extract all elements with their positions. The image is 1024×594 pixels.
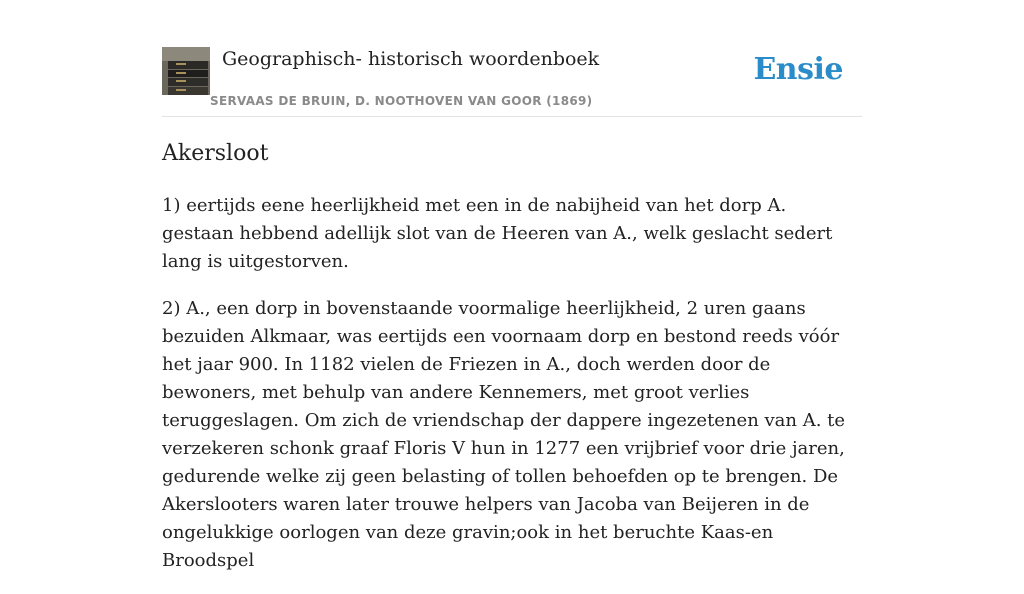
entry-paragraph: 1) eertijds eene heerlijkheid met een in de nabijheid van het dorp A. gestaan hebbend adellijk slot van de Heeren van A., welk geslacht sedert lang is uitgestorven. — [162, 195, 833, 272]
book-title[interactable]: Geographisch- historisch woordenboek — [222, 48, 600, 70]
ensie-logo[interactable]: Ensie — [753, 52, 843, 87]
entry-title: Akersloot — [162, 141, 269, 166]
entry-paragraph: 2) A., een dorp in bovenstaande voormalige heerlijkheid, 2 uren gaans bezuiden Alkmaar, was eertijds een voornaam dorp en bestond reeds vóór het jaar 900. In 1182 vielen de Friezen in A., doch werden door de bewoners, met behulp van andere Kennemers, met groot verlies teruggeslagen. Om zich de vriendschap der dappere ingezetenen van A. te verzekeren schonk graaf Floris V hun in 1277 een vrijbrief voor drie jaren, gedurende welke zij geen belasting of tollen behoefden op te brengen. De Akerslooters waren later trouwe helpers van Jacoba van Beijeren in de ongelukkige oorlogen van deze gravin;ook in het beruchte Kaas-en Broodspel — [162, 298, 846, 571]
book-authors: SERVAAS DE BRUIN, D. NOOTHOVEN VAN GOOR (1869) — [210, 94, 593, 108]
entry-header — [162, 46, 862, 117]
entry-body — [162, 192, 862, 594]
book-cover-icon[interactable] — [162, 47, 210, 95]
